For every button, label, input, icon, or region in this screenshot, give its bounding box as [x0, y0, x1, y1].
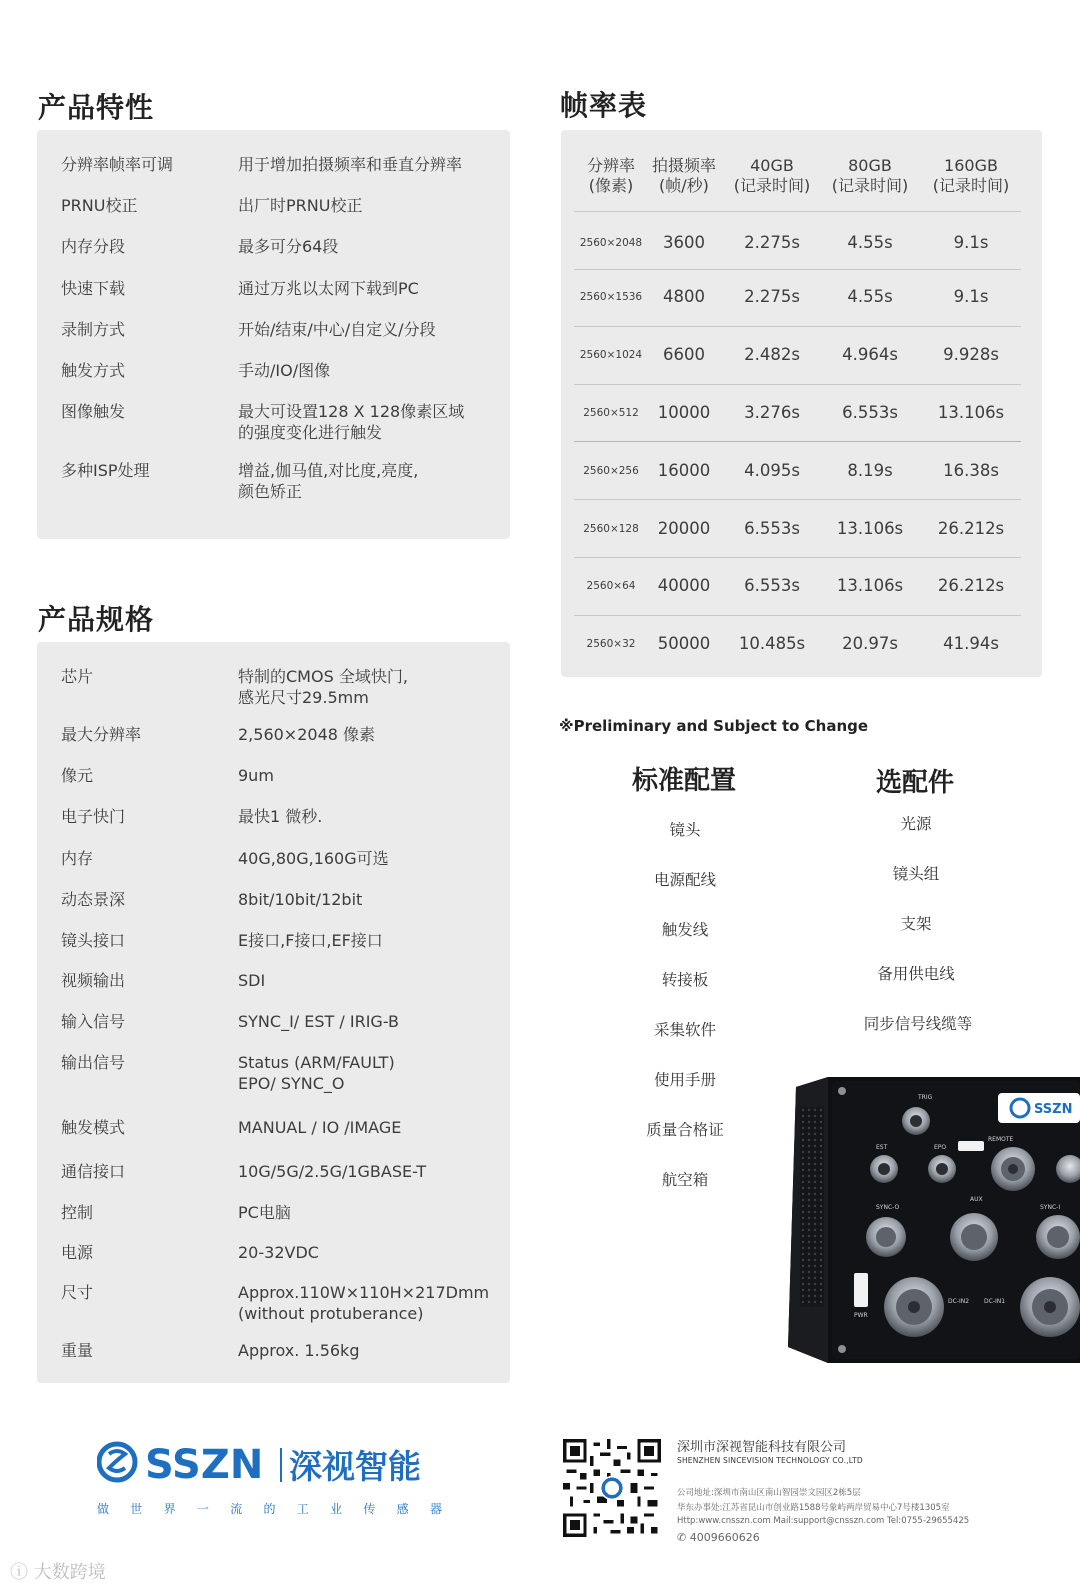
spec-value: SDI	[238, 971, 266, 990]
cell-resolution: 2560×512	[583, 407, 639, 419]
spec-key: 视频输出	[61, 971, 126, 990]
cell-160gb: 41.94s	[943, 634, 999, 653]
spec-value: 9um	[238, 766, 274, 785]
cell-resolution: 2560×32	[586, 638, 636, 650]
cell-160gb: 26.212s	[937, 519, 1005, 538]
aux-label: AUX	[970, 1196, 983, 1203]
standard-config-item: 使用手册	[653, 1071, 716, 1089]
cell-160gb: 9.1s	[953, 287, 989, 306]
cell-80gb: 4.964s	[842, 345, 898, 364]
hotline	[677, 1531, 760, 1544]
frame-table-panel	[561, 130, 1042, 677]
optional-parts-item: 备用供电线	[877, 965, 955, 983]
cell-resolution: 2560×128	[583, 523, 639, 535]
optional-parts-title: 选配件	[875, 768, 954, 798]
standard-config-title: 标准配置	[631, 766, 736, 796]
cell-fps: 10000	[657, 403, 711, 422]
cell-160gb: 9.1s	[953, 233, 989, 252]
table-row	[561, 557, 1042, 615]
cell-fps: 50000	[657, 634, 711, 653]
frame-table-title: 帧率表	[560, 89, 648, 122]
feature-key: 多种ISP处理	[61, 461, 150, 480]
optional-parts-item: 光源	[900, 815, 932, 833]
spec-key: 镜头接口	[61, 931, 126, 950]
epo-label: EPO	[934, 1144, 947, 1151]
remote-label: REMOTE	[988, 1136, 1014, 1143]
cell-fps: 3600	[663, 233, 705, 252]
feature-key: 图像触发	[61, 402, 126, 421]
camera-brand: SSZN	[1034, 1102, 1073, 1117]
feature-value: 增益,伽马值,对比度,亮度, 颜色矫正	[238, 461, 419, 501]
preliminary-note: ※Preliminary and Subject to Change	[559, 717, 869, 735]
spec-value: 特制的CMOS 全域快门, 感光尺寸29.5mm	[238, 667, 408, 707]
cell-80gb: 4.55s	[847, 233, 893, 252]
feature-value: 最多可分64段	[238, 237, 339, 256]
cell-40gb: 3.276s	[744, 403, 800, 422]
spec-key: 芯片	[61, 667, 94, 686]
spec-value: PC电脑	[238, 1203, 291, 1222]
standard-config-item: 质量合格证	[646, 1121, 724, 1139]
cell-fps: 40000	[657, 576, 711, 595]
spec-key: 通信接口	[61, 1162, 126, 1181]
spec-key: 电源	[61, 1243, 94, 1262]
cell-40gb: 2.275s	[744, 287, 800, 306]
cell-160gb: 16.38s	[943, 461, 999, 480]
watermark-icon: ⓘ	[10, 1562, 34, 1583]
company-name-cn: 深圳市深视智能科技有限公司	[677, 1440, 847, 1455]
sync-i-label: SYNC-I	[1040, 1204, 1061, 1211]
cell-40gb: 2.275s	[744, 233, 800, 252]
spec-key: 内存	[61, 849, 94, 868]
table-row	[561, 384, 1042, 442]
specs-panel	[37, 642, 510, 1383]
header-resolution: 分辨率 (像素)	[586, 156, 635, 195]
cell-80gb: 8.19s	[847, 461, 893, 480]
standard-config-item: 航空箱	[661, 1171, 709, 1189]
spec-key: 尺寸	[61, 1283, 94, 1302]
feature-key: 录制方式	[61, 320, 126, 339]
table-row	[561, 615, 1042, 673]
pwr-label: PWR	[854, 1312, 868, 1319]
table-row	[561, 214, 1042, 272]
cell-40gb: 10.485s	[738, 634, 806, 653]
standard-config-item: 镜头	[669, 821, 701, 839]
spec-value: Approx.110W×110H×217Dmm (without protuberance)	[238, 1283, 490, 1323]
header-40gb: 40GB (记录时间)	[733, 156, 811, 195]
spec-value: E接口,F接口,EF接口	[238, 931, 383, 950]
watermark-text: 大数跨境	[33, 1562, 106, 1583]
standard-config-item: 采集软件	[653, 1021, 716, 1039]
optional-parts-item: 支架	[900, 915, 932, 933]
est-label: EST	[876, 1144, 888, 1151]
table-row	[561, 326, 1042, 384]
header-80gb: 80GB (记录时间)	[831, 156, 909, 195]
qr-code[interactable]	[563, 1439, 661, 1537]
cell-fps: 20000	[657, 519, 711, 538]
features-panel	[37, 130, 510, 539]
feature-value: 用于增加拍摄频率和垂直分辨率	[238, 155, 463, 174]
header-fps: 拍摄频率 (帧/秒)	[651, 156, 716, 195]
spec-value: 2,560×2048 像素	[238, 725, 376, 744]
table-row	[561, 500, 1042, 558]
cell-resolution: 2560×1536	[579, 291, 643, 303]
cell-160gb: 9.928s	[943, 345, 999, 364]
spec-value: 10G/5G/2.5G/1GBASE-T	[238, 1162, 427, 1181]
cell-fps: 16000	[657, 461, 711, 480]
dc-in2-label: DC-IN2	[948, 1298, 970, 1305]
spec-key: 控制	[61, 1203, 94, 1222]
feature-key: 快速下载	[61, 279, 126, 298]
spec-key: 重量	[61, 1341, 94, 1360]
feature-value: 开始/结束/中心/自定义/分段	[238, 320, 436, 339]
optional-parts-item: 镜头组	[892, 865, 940, 883]
spec-value: 40G,80G,160G可选	[238, 849, 389, 868]
spec-key: 最大分辨率	[61, 725, 142, 744]
cell-fps: 4800	[663, 287, 705, 306]
camera-image	[788, 1077, 1080, 1363]
spec-value: MANUAL / IO /IMAGE	[238, 1118, 402, 1137]
logo-text: SSZN	[145, 1442, 264, 1488]
spec-key: 输出信号	[61, 1053, 126, 1072]
table-row	[561, 268, 1042, 326]
dc-in1-label: DC-IN1	[984, 1298, 1006, 1305]
feature-key: 内存分段	[61, 237, 126, 256]
spec-key: 输入信号	[61, 1012, 126, 1031]
spec-key: 触发模式	[61, 1118, 126, 1137]
standard-config-item: 触发线	[661, 921, 709, 939]
standard-config-item: 电源配线	[653, 871, 716, 889]
cell-80gb: 4.55s	[847, 287, 893, 306]
watermark	[10, 1558, 106, 1584]
spec-value: 最快1 微秒.	[238, 807, 323, 826]
company-address: 公司地址:深圳市南山区南山智园崇文园区2栋5层	[677, 1488, 861, 1498]
trig-label: TRIG	[918, 1094, 933, 1101]
feature-value: 通过万兆以太网下载到PC	[238, 279, 419, 298]
cell-80gb: 6.553s	[842, 403, 898, 422]
slogan: 做 世 界 一 流 的 工 业 传 感 器	[97, 1502, 442, 1516]
logo-cn: 深视智能	[289, 1447, 421, 1486]
hotline-number: 4009660626	[689, 1531, 760, 1544]
sszn-logo	[97, 1440, 457, 1520]
cell-resolution: 2560×64	[586, 580, 636, 592]
spec-value: 20-32VDC	[238, 1243, 319, 1262]
sync-o-label: SYNC-O	[876, 1204, 900, 1211]
cell-80gb: 13.106s	[836, 576, 904, 595]
spec-value: 8bit/10bit/12bit	[238, 890, 363, 909]
divider	[574, 211, 1021, 212]
cell-fps: 6600	[663, 345, 705, 364]
feature-key: PRNU校正	[61, 196, 138, 215]
features-title: 产品特性	[38, 91, 155, 124]
cell-40gb: 6.553s	[744, 576, 800, 595]
spec-value: Approx. 1.56kg	[238, 1341, 360, 1360]
phone-icon: ✆	[677, 1531, 690, 1544]
spec-value: Status (ARM/FAULT) EPO/ SYNC_O	[238, 1053, 395, 1093]
specs-title: 产品规格	[38, 603, 155, 636]
cell-resolution: 2560×256	[583, 465, 639, 477]
feature-key: 触发方式	[61, 361, 126, 380]
spec-key: 像元	[61, 766, 94, 785]
east-china-office: 华东办事处:江苏省昆山市创业路1588号象屿两岸贸易中心7号楼1305室	[677, 1503, 950, 1513]
cell-40gb: 2.482s	[744, 345, 800, 364]
cell-resolution: 2560×1024	[579, 349, 643, 361]
spec-key: 电子快门	[61, 807, 126, 826]
feature-value: 最大可设置128 X 128像素区域 的强度变化进行触发	[238, 402, 465, 442]
optional-parts-item: 同步信号线缆等	[863, 1015, 973, 1033]
cell-40gb: 4.095s	[744, 461, 800, 480]
cell-80gb: 13.106s	[836, 519, 904, 538]
contact-line: Http:www.cnsszn.com Mail:support@cnsszn.com Tel:0755-29655425	[677, 1516, 970, 1526]
feature-value: 手动/IO/图像	[238, 361, 331, 380]
feature-value: 出厂时PRNU校正	[238, 196, 363, 215]
header-160gb: 160GB (记录时间)	[932, 156, 1010, 195]
cell-80gb: 20.97s	[842, 634, 898, 653]
company-name-en: SHENZHEN SINCEVISION TECHNOLOGY CO.,LTD	[677, 1456, 863, 1465]
cell-resolution: 2560×2048	[579, 237, 643, 249]
feature-key: 分辨率帧率可调	[61, 155, 174, 174]
spec-value: SYNC_I/ EST / IRIG-B	[238, 1012, 399, 1031]
cell-160gb: 13.106s	[937, 403, 1005, 422]
table-row	[561, 442, 1042, 500]
cell-40gb: 6.553s	[744, 519, 800, 538]
spec-key: 动态景深	[61, 890, 126, 909]
standard-config-item: 转接板	[661, 971, 709, 989]
cell-160gb: 26.212s	[937, 576, 1005, 595]
